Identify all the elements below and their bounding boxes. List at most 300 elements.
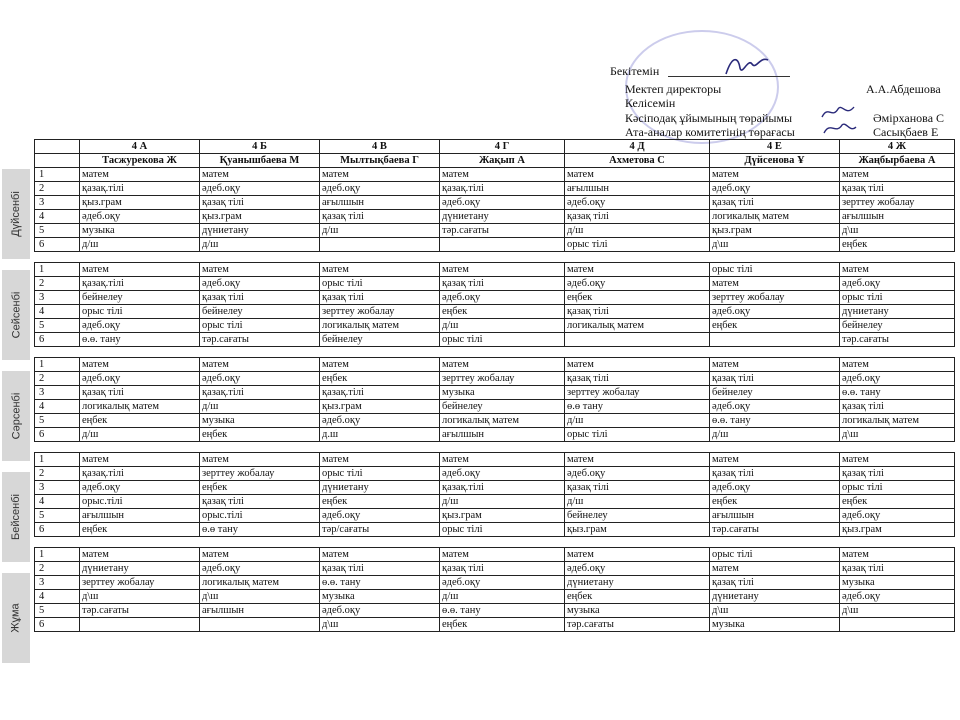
lesson-cell: ө.ө. тану — [440, 604, 565, 618]
separator-cell — [200, 252, 320, 263]
lesson-cell: орыс тілі — [565, 428, 710, 442]
separator-cell — [565, 347, 710, 358]
lesson-number: 5 — [35, 604, 80, 618]
lesson-cell: матем — [200, 358, 320, 372]
lesson-cell: дүниетану — [320, 481, 440, 495]
lesson-cell: еңбек — [320, 372, 440, 386]
lesson-number: 2 — [35, 372, 80, 386]
lesson-cell: қазақ тілі — [320, 562, 440, 576]
lesson-cell: орыс тілі — [565, 238, 710, 252]
day-name: Бейсенбі — [10, 494, 23, 540]
lesson-row — [35, 548, 955, 562]
lesson-cell: әдеб.оқу — [200, 277, 320, 291]
lesson-cell: әдеб.оқу — [565, 196, 710, 210]
separator-cell — [35, 537, 80, 548]
lesson-cell: қазақ тілі — [565, 305, 710, 319]
teacher-header: Қуанышбаева М — [200, 154, 320, 168]
lesson-cell: музыка — [200, 414, 320, 428]
lesson-cell: әдеб.оқу — [840, 590, 955, 604]
lesson-cell: қазақ тілі — [710, 372, 840, 386]
lesson-cell: қазақ тілі — [565, 372, 710, 386]
lesson-cell: логикалық матем — [320, 319, 440, 333]
lesson-cell: д\ш — [80, 590, 200, 604]
lesson-cell: қазақ тілі — [710, 467, 840, 481]
lesson-cell: орыс тілі — [440, 523, 565, 537]
teacher-header: Тасжурекова Ж — [80, 154, 200, 168]
lesson-cell: д\ш — [710, 604, 840, 618]
lesson-cell: д.ш — [320, 428, 440, 442]
lesson-row — [35, 196, 955, 210]
lesson-cell: матем — [80, 453, 200, 467]
separator-cell — [320, 347, 440, 358]
lesson-cell: әдеб.оқу — [80, 319, 200, 333]
lesson-number: 1 — [35, 548, 80, 562]
lesson-cell: матем — [710, 562, 840, 576]
lesson-cell: қазақ тілі — [565, 210, 710, 224]
lesson-cell: әдеб.оқу — [440, 196, 565, 210]
lesson-cell: матем — [710, 358, 840, 372]
lesson-cell: әдеб.оқу — [200, 562, 320, 576]
lesson-cell: матем — [840, 263, 955, 277]
lesson-cell: орыс тілі — [200, 319, 320, 333]
lesson-cell: дүниетану — [565, 576, 710, 590]
day-separator — [35, 252, 955, 263]
teacher-header: Дүйсенова Ұ — [710, 154, 840, 168]
lesson-cell: зерттеу жобалау — [565, 386, 710, 400]
lesson-number: 3 — [35, 291, 80, 305]
lesson-row — [35, 562, 955, 576]
lesson-number: 5 — [35, 224, 80, 238]
lesson-cell: қазақ.тілі — [80, 277, 200, 291]
separator-cell — [35, 442, 80, 453]
lesson-cell: д/ш — [200, 238, 320, 252]
lesson-number: 4 — [35, 400, 80, 414]
lesson-cell: әдеб.оқу — [840, 277, 955, 291]
lesson-cell: еңбек — [840, 495, 955, 509]
lesson-cell: еңбек — [710, 495, 840, 509]
lesson-cell — [320, 238, 440, 252]
teacher-header: Ахметова С — [565, 154, 710, 168]
lesson-cell: әдеб.оқу — [565, 277, 710, 291]
lesson-cell: әдеб.оқу — [80, 372, 200, 386]
day-name: Дүйсенбі — [10, 191, 22, 237]
corner-cell — [35, 154, 80, 168]
lesson-cell: қыз.грам — [440, 509, 565, 523]
class-header-row — [35, 140, 955, 154]
lesson-row — [35, 263, 955, 277]
lesson-cell: матем — [840, 358, 955, 372]
lesson-cell: тәр.сағаты — [710, 523, 840, 537]
lesson-cell: матем — [440, 453, 565, 467]
lesson-cell: қазақ тілі — [80, 386, 200, 400]
day-separator — [35, 537, 955, 548]
separator-cell — [565, 537, 710, 548]
lesson-cell: еңбек — [565, 590, 710, 604]
lesson-cell: ағылшын — [710, 509, 840, 523]
lesson-cell: матем — [80, 168, 200, 182]
lesson-cell: матем — [320, 453, 440, 467]
director-name: А.А.Абдешова — [866, 82, 941, 96]
lesson-cell: матем — [840, 168, 955, 182]
approval-block — [0, 0, 960, 142]
lesson-cell: әдеб.оқу — [710, 182, 840, 196]
day-separator — [35, 442, 955, 453]
separator-cell — [35, 347, 80, 358]
lesson-cell: қазақ тілі — [200, 196, 320, 210]
lesson-row — [35, 182, 955, 196]
lesson-row — [35, 168, 955, 182]
lesson-cell: дүниетану — [710, 590, 840, 604]
lesson-cell: музыка — [565, 604, 710, 618]
lesson-number: 5 — [35, 319, 80, 333]
separator-cell — [440, 442, 565, 453]
lesson-cell: ө.ө. тану — [710, 414, 840, 428]
lesson-cell: бейнелеу — [710, 386, 840, 400]
lesson-cell: матем — [440, 548, 565, 562]
lesson-cell: тәр.сағаты — [200, 333, 320, 347]
lesson-cell: орыс тілі — [320, 277, 440, 291]
lesson-row — [35, 386, 955, 400]
lesson-cell: әдеб.оқу — [710, 400, 840, 414]
lesson-cell: д/ш — [80, 238, 200, 252]
lesson-cell: д/ш — [710, 428, 840, 442]
lesson-cell: матем — [320, 168, 440, 182]
separator-cell — [80, 442, 200, 453]
lesson-cell: еңбек — [440, 618, 565, 632]
lesson-cell: әдеб.оқу — [440, 576, 565, 590]
lesson-cell: зерттеу жобалау — [840, 196, 955, 210]
teacher-header: Мылтықбаева Г — [320, 154, 440, 168]
lesson-cell: қазақ.тілі — [80, 182, 200, 196]
lesson-cell: д/ш — [565, 414, 710, 428]
lesson-cell — [565, 333, 710, 347]
lesson-cell: тәр.сағаты — [80, 604, 200, 618]
lesson-cell: орыс.тілі — [200, 509, 320, 523]
lesson-cell: еңбек — [710, 319, 840, 333]
signature-parents — [822, 121, 858, 137]
separator-cell — [320, 252, 440, 263]
lesson-cell: әдеб.оқу — [200, 182, 320, 196]
lesson-cell: д/ш — [565, 495, 710, 509]
lesson-cell: матем — [320, 263, 440, 277]
lesson-cell: д\ш — [840, 604, 955, 618]
lesson-cell: ағылшын — [840, 210, 955, 224]
lesson-number: 6 — [35, 618, 80, 632]
lesson-cell: ө.ө тану — [200, 523, 320, 537]
lesson-number: 3 — [35, 481, 80, 495]
lesson-cell: матем — [440, 358, 565, 372]
lesson-cell: зерттеу жобалау — [200, 467, 320, 481]
lesson-cell — [80, 618, 200, 632]
lesson-row — [35, 509, 955, 523]
lesson-row — [35, 291, 955, 305]
separator-cell — [840, 347, 955, 358]
lesson-cell: зерттеу жобалау — [320, 305, 440, 319]
lesson-cell: ө.ө тану — [565, 400, 710, 414]
day-name: Сейсенбі — [10, 291, 22, 339]
separator-cell — [200, 442, 320, 453]
lesson-cell: логикалық матем — [710, 210, 840, 224]
lesson-cell: қазақ тілі — [320, 291, 440, 305]
lesson-cell: қыз.грам — [80, 196, 200, 210]
lesson-cell: еңбек — [80, 523, 200, 537]
lesson-row — [35, 495, 955, 509]
lesson-cell: еңбек — [840, 238, 955, 252]
lesson-row — [35, 238, 955, 252]
lesson-number: 2 — [35, 467, 80, 481]
separator-cell — [80, 347, 200, 358]
schedule-body — [35, 168, 955, 632]
lesson-cell: ө.ө. тану — [80, 333, 200, 347]
lesson-cell: матем — [200, 548, 320, 562]
lesson-cell: ө.ө. тану — [840, 386, 955, 400]
lesson-cell: әдеб.оқу — [440, 467, 565, 481]
lesson-cell — [710, 333, 840, 347]
lesson-cell: матем — [565, 168, 710, 182]
lesson-cell: еңбек — [200, 428, 320, 442]
lesson-cell: д\ш — [710, 238, 840, 252]
lesson-cell: әдеб.оқу — [710, 305, 840, 319]
lesson-cell: еңбек — [80, 414, 200, 428]
lesson-cell: матем — [565, 453, 710, 467]
lesson-row — [35, 305, 955, 319]
lesson-cell: қазақ тілі — [320, 210, 440, 224]
lesson-cell: д\ш — [200, 590, 320, 604]
lesson-cell: ағылшын — [200, 604, 320, 618]
class-header: 4 Г — [440, 140, 565, 154]
lesson-cell: д/ш — [440, 319, 565, 333]
lesson-cell: тәр.сағаты — [840, 333, 955, 347]
parents-name: Сасықбаев Е — [873, 125, 939, 139]
lesson-number: 3 — [35, 196, 80, 210]
lesson-number: 4 — [35, 210, 80, 224]
lesson-number: 3 — [35, 386, 80, 400]
separator-cell — [35, 252, 80, 263]
class-header: 4 Д — [565, 140, 710, 154]
day-label — [4, 558, 28, 678]
lesson-cell: еңбек — [565, 291, 710, 305]
lesson-cell: логикалық матем — [440, 414, 565, 428]
lesson-cell: әдеб.оқу — [565, 562, 710, 576]
lesson-cell: тәр/сағаты — [320, 523, 440, 537]
lesson-cell: әдеб.оқу — [200, 372, 320, 386]
lesson-cell: д/ш — [440, 590, 565, 604]
lesson-cell: әдеб.оқу — [840, 509, 955, 523]
lesson-cell: зерттеу жобалау — [80, 576, 200, 590]
lesson-cell: музыка — [440, 386, 565, 400]
separator-cell — [80, 252, 200, 263]
lesson-number: 4 — [35, 495, 80, 509]
lesson-cell: д/ш — [320, 224, 440, 238]
lesson-cell: д/ш — [80, 428, 200, 442]
separator-cell — [200, 347, 320, 358]
lesson-cell: бейнелеу — [80, 291, 200, 305]
lesson-cell: матем — [440, 168, 565, 182]
union-title: Кәсіподақ ұйымының төрайымы — [625, 111, 793, 125]
lesson-cell: тәр.сағаты — [565, 618, 710, 632]
lesson-cell: әдеб.оқу — [710, 481, 840, 495]
lesson-cell: қазақ тілі — [840, 562, 955, 576]
lesson-row — [35, 372, 955, 386]
lesson-cell: матем — [840, 453, 955, 467]
lesson-cell: әдеб.оқу — [320, 414, 440, 428]
separator-cell — [710, 347, 840, 358]
lesson-cell: қазақ тілі — [200, 291, 320, 305]
separator-cell — [440, 537, 565, 548]
separator-cell — [710, 537, 840, 548]
lesson-cell: қыз.грам — [840, 523, 955, 537]
lesson-cell: дүниетану — [200, 224, 320, 238]
lesson-number: 2 — [35, 277, 80, 291]
lesson-cell: д/ш — [440, 495, 565, 509]
lesson-cell: қазақ.тілі — [320, 386, 440, 400]
lesson-cell: музыка — [840, 576, 955, 590]
director-title: Мектеп директоры — [625, 82, 722, 96]
lesson-cell: қыз.грам — [200, 210, 320, 224]
lesson-cell: әдеб.оқу — [80, 481, 200, 495]
lesson-cell: орыс тілі — [320, 467, 440, 481]
lesson-cell: матем — [840, 548, 955, 562]
lesson-number: 6 — [35, 428, 80, 442]
lesson-number: 4 — [35, 590, 80, 604]
lesson-cell: зерттеу жобалау — [710, 291, 840, 305]
lesson-cell: д\ш — [840, 428, 955, 442]
class-header: 4 Ж — [840, 140, 955, 154]
lesson-cell: еңбек — [320, 495, 440, 509]
lesson-cell: орыс тілі — [80, 305, 200, 319]
separator-cell — [440, 252, 565, 263]
teacher-header: Жақып А — [440, 154, 565, 168]
lesson-cell: матем — [320, 358, 440, 372]
lesson-cell: қазақ тілі — [840, 182, 955, 196]
lesson-cell: ағылшын — [440, 428, 565, 442]
separator-cell — [710, 442, 840, 453]
lesson-row — [35, 604, 955, 618]
lesson-cell: қазақ тілі — [440, 562, 565, 576]
lesson-cell: дүниетану — [840, 305, 955, 319]
lesson-row — [35, 428, 955, 442]
teacher-header: Жаңбырбаева А — [840, 154, 955, 168]
lesson-number: 5 — [35, 509, 80, 523]
lesson-cell: әдеб.оқу — [80, 210, 200, 224]
lesson-cell: матем — [320, 548, 440, 562]
lesson-row — [35, 576, 955, 590]
lesson-cell: бейнелеу — [840, 319, 955, 333]
lesson-cell: тәр.сағаты — [440, 224, 565, 238]
lesson-cell: орыс тілі — [840, 481, 955, 495]
class-header: 4 Б — [200, 140, 320, 154]
lesson-cell: логикалық матем — [565, 319, 710, 333]
lesson-row — [35, 210, 955, 224]
lesson-cell: қазақ тілі — [710, 576, 840, 590]
lesson-cell: орыс.тілі — [80, 495, 200, 509]
lesson-cell: дүниетану — [80, 562, 200, 576]
lesson-number: 3 — [35, 576, 80, 590]
lesson-number: 2 — [35, 562, 80, 576]
lesson-number: 5 — [35, 414, 80, 428]
lesson-number: 2 — [35, 182, 80, 196]
lesson-row — [35, 414, 955, 428]
approve-sign-line — [668, 76, 790, 77]
lesson-cell: бейнелеу — [565, 509, 710, 523]
day-name: Жұма — [10, 603, 22, 633]
lesson-cell: әдеб.оқу — [440, 291, 565, 305]
lesson-number: 1 — [35, 358, 80, 372]
lesson-cell: бейнелеу — [320, 333, 440, 347]
lesson-cell: орыс тілі — [840, 291, 955, 305]
separator-cell — [565, 442, 710, 453]
class-header: 4 А — [80, 140, 200, 154]
lesson-cell: музыка — [710, 618, 840, 632]
lesson-cell: матем — [565, 358, 710, 372]
lesson-cell: еңбек — [440, 305, 565, 319]
separator-cell — [320, 442, 440, 453]
lesson-cell: матем — [710, 277, 840, 291]
lesson-row — [35, 333, 955, 347]
lesson-cell: ағылшын — [320, 196, 440, 210]
lesson-cell: қазақ.тілі — [200, 386, 320, 400]
lesson-cell: матем — [710, 453, 840, 467]
agree-label: Келісемін — [625, 96, 676, 110]
lesson-cell: ағылшын — [565, 182, 710, 196]
lesson-cell: музыка — [320, 590, 440, 604]
lesson-number: 4 — [35, 305, 80, 319]
lesson-cell: әдеб.оқу — [840, 372, 955, 386]
separator-cell — [80, 537, 200, 548]
lesson-row — [35, 277, 955, 291]
lesson-row — [35, 453, 955, 467]
lesson-row — [35, 590, 955, 604]
lesson-row — [35, 319, 955, 333]
separator-cell — [840, 252, 955, 263]
lesson-cell: логикалық матем — [80, 400, 200, 414]
separator-cell — [840, 537, 955, 548]
signature-union — [820, 103, 856, 121]
lesson-cell: матем — [80, 263, 200, 277]
lesson-cell: әдеб.оқу — [320, 509, 440, 523]
lesson-row — [35, 481, 955, 495]
lesson-number: 6 — [35, 523, 80, 537]
lesson-cell: дүниетану — [440, 210, 565, 224]
class-header: 4 В — [320, 140, 440, 154]
lesson-cell: матем — [440, 263, 565, 277]
approve-label: Бекітемін — [610, 64, 660, 78]
lesson-cell: логикалық матем — [200, 576, 320, 590]
lesson-cell: еңбек — [200, 481, 320, 495]
lesson-number: 1 — [35, 263, 80, 277]
lesson-cell: қазақ тілі — [440, 277, 565, 291]
lesson-cell: матем — [200, 168, 320, 182]
lesson-cell: матем — [80, 358, 200, 372]
lesson-cell: зерттеу жобалау — [440, 372, 565, 386]
lesson-cell: ө.ө. тану — [320, 576, 440, 590]
lesson-cell: қазақ.тілі — [440, 182, 565, 196]
lesson-row — [35, 358, 955, 372]
union-name: Әмірханова С — [873, 111, 945, 125]
lesson-cell: матем — [200, 263, 320, 277]
separator-cell — [320, 537, 440, 548]
lesson-cell — [200, 618, 320, 632]
separator-cell — [710, 252, 840, 263]
lesson-cell: қазақ тілі — [200, 495, 320, 509]
lesson-cell: қыз.грам — [320, 400, 440, 414]
lesson-cell: әдеб.оқу — [565, 467, 710, 481]
lesson-cell: бейнелеу — [200, 305, 320, 319]
lesson-cell: ағылшын — [80, 509, 200, 523]
lesson-row — [35, 400, 955, 414]
lesson-cell: әдеб.оқу — [320, 604, 440, 618]
lesson-cell: қазақ тілі — [565, 481, 710, 495]
